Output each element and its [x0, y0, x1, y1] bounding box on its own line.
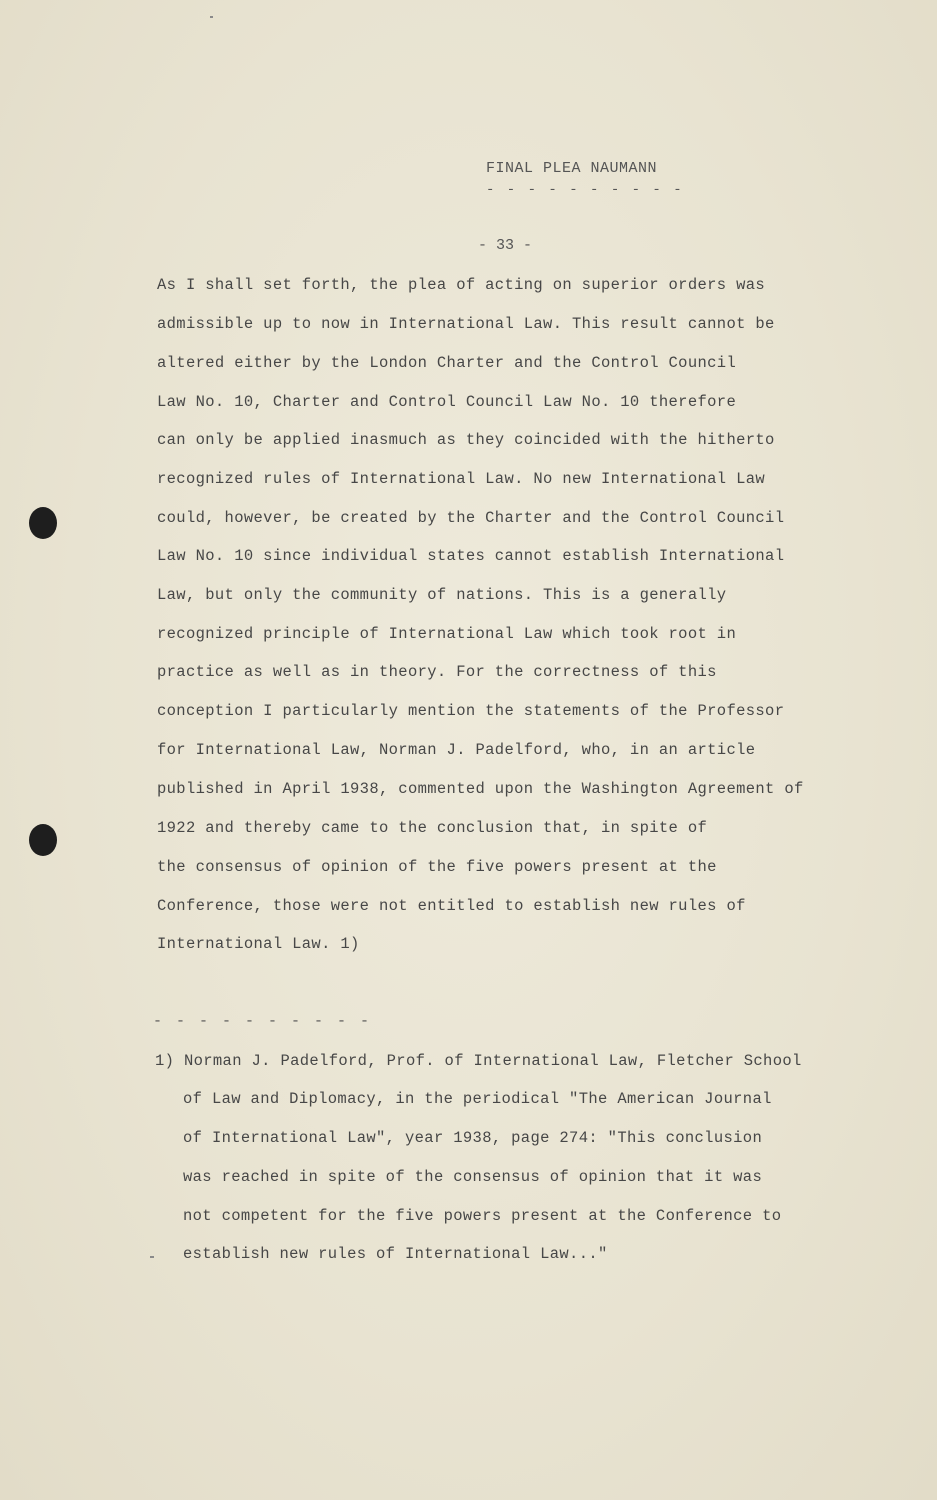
body-line: recognized principle of International Law which took root in	[157, 625, 737, 643]
body-line: could, however, be created by the Charter and the Control Council	[157, 509, 785, 527]
body-line: altered either by the London Charter and the Control Council	[157, 354, 737, 372]
footnote-line: was reached in spite of the consensus of opinion that it was	[183, 1168, 763, 1186]
body-line: for International Law, Norman J. Padelford, who, in an article	[157, 741, 756, 759]
body-line: 1922 and thereby came to the conclusion that, in spite of	[157, 819, 708, 837]
title-underline: - - - - - - - - - -	[486, 182, 684, 198]
footnote-line: of International Law", year 1938, page 274: "This conclusion	[183, 1129, 763, 1147]
body-line: admissible up to now in International Law. This result cannot be	[157, 315, 775, 333]
body-line: Law No. 10 since individual states cannot establish International	[157, 547, 785, 565]
punch-hole-upper	[29, 507, 57, 539]
paper-speck	[210, 16, 213, 18]
paper-speck	[150, 1256, 154, 1258]
footnote-separator: - - - - - - - - - -	[153, 1013, 372, 1030]
body-line: recognized rules of International Law. No new International Law	[157, 470, 766, 488]
body-line: Conference, those were not entitled to establish new rules of	[157, 897, 746, 915]
page-number: - 33 -	[478, 237, 533, 254]
body-line: published in April 1938, commented upon the Washington Agreement of	[157, 780, 804, 798]
body-line: Law, but only the community of nations. This is a generally	[157, 586, 727, 604]
body-line: International Law. 1)	[157, 935, 360, 953]
body-line: As I shall set forth, the plea of acting on superior orders was	[157, 276, 766, 294]
body-line: practice as well as in theory. For the correctness of this	[157, 663, 717, 681]
body-line: conception I particularly mention the statements of the Professor	[157, 702, 785, 720]
body-line: Law No. 10, Charter and Control Council Law No. 10 therefore	[157, 393, 737, 411]
body-line: the consensus of opinion of the five powers present at the	[157, 858, 717, 876]
punch-hole-lower	[29, 824, 57, 856]
footnote-line: of Law and Diplomacy, in the periodical "The American Journal	[183, 1090, 772, 1108]
footnote-line: 1) Norman J. Padelford, Prof. of International Law, Fletcher School	[155, 1052, 802, 1070]
body-line: can only be applied inasmuch as they coincided with the hitherto	[157, 431, 775, 449]
document-title: FINAL PLEA NAUMANN	[486, 160, 658, 177]
footnote-line: not competent for the five powers present at the Conference to	[183, 1207, 782, 1225]
footnote-line: establish new rules of International Law..."	[183, 1245, 608, 1263]
